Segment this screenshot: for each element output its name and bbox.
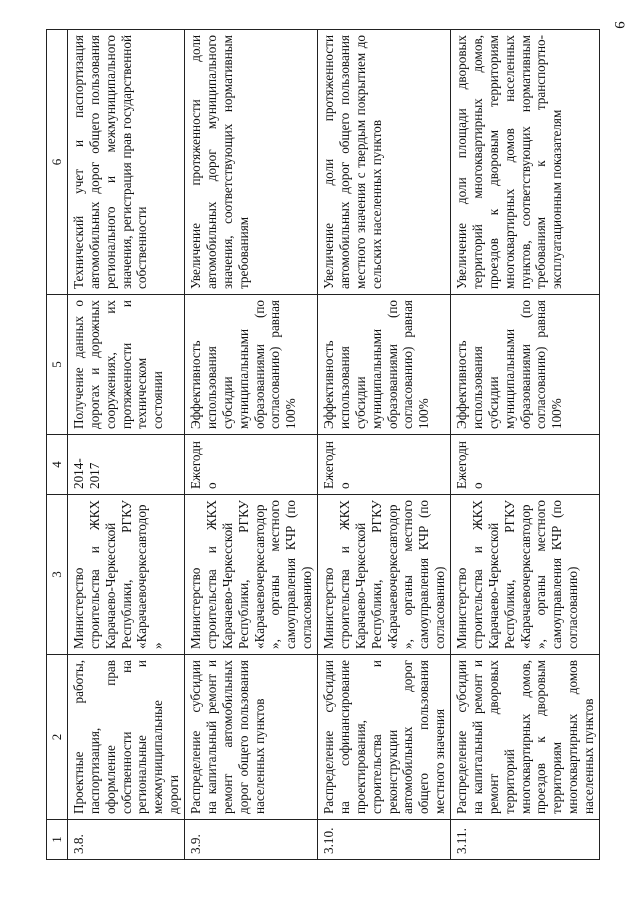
page-number: 9 [611, 21, 627, 29]
result-cell: Технический учет и паспортизация автомобильных дорог общего пользования регионального и межмуниципального значения, регистрация прав государственной собственности [68, 30, 185, 295]
period-cell: Ежегодно [185, 435, 318, 495]
table-header-row [47, 30, 68, 860]
row-number: 3.9. [185, 820, 318, 860]
result-cell: Увеличение протяженности доли автомобильных дорог муниципального значения, соответствующих нормативным требованиям [185, 30, 318, 295]
measures-table [46, 29, 600, 860]
table-row [68, 30, 185, 860]
result-cell: Увеличение доли протяженности автомобильных дорог общего пользования местного значения с твердым покрытием до сельских населенных пунктов [318, 30, 451, 295]
activity-cell: Распределение субсидии на капитальный ремонт и ремонт автомобильных дорог общего пользования населенных пунктов [185, 655, 318, 820]
row-number: 3.10. [318, 820, 451, 860]
executors-cell: Министерство строительства и ЖКХ Карачаево-Черкесской Республики, РГКУ «Карачаевочеркесавтодор», органы местного самоуправления КЧР (по согласованию) [185, 495, 318, 655]
activity-cell: Распределение субсидии на капитальный ремонт и ремонт дворовых территорий многоквартирных домов, проездов к дворовым территориям многоквартирных домов населенных пунктов [451, 655, 600, 820]
header-cell: 5 [47, 295, 68, 435]
row-number: 3.11. [451, 820, 600, 860]
indicator-cell: Эффективность использования субсидии муниципальными образованиями (по согласованию) равная 100% [451, 295, 600, 435]
header-cell: 4 [47, 435, 68, 495]
executors-cell: Министерство строительства и ЖКХ Карачаево-Черкесской Республики, РГКУ «Карачаевочеркесавтодор», органы местного самоуправления КЧР (по согласованию) [318, 495, 451, 655]
executors-cell: Министерство строительства и ЖКХ Карачаево-Черкесской Республики, РГКУ «Карачаевочеркесавтодор», органы местного самоуправления КЧР (по согласованию) [451, 495, 600, 655]
table-row [185, 30, 318, 860]
header-cell: 1 [47, 820, 68, 860]
result-cell: Увеличение доли площади дворовых территорий многоквартирных домов, проездов к дворовым территориям многоквартирных домов населенных пунктов, соответствующих нормативным требованиям к транспортно-эксплуатационным показателям [451, 30, 600, 295]
header-cell: 3 [47, 495, 68, 655]
period-cell: 2014-2017 [68, 435, 185, 495]
indicator-cell: Эффективность использования субсидии муниципальными образованиями (по согласованию) равная 100% [185, 295, 318, 435]
indicator-cell: Эффективность использования субсидии муниципальными образованиями (по согласованию) равная 100% [318, 295, 451, 435]
row-number: 3.8. [68, 820, 185, 860]
executors-cell: Министерство строительства и ЖКХ Карачаево-Черкесской Республики, РГКУ «Карачаевочеркесавтодор» [68, 495, 185, 655]
period-cell: Ежегодно [451, 435, 600, 495]
activity-cell: Распределение субсидии на софинансирование проектирования, строительства и реконструкции автомобильных дорог общего пользования местного значения [318, 655, 451, 820]
period-cell: Ежегодно [318, 435, 451, 495]
header-cell: 2 [47, 655, 68, 820]
table-row [451, 30, 600, 860]
table-row [318, 30, 451, 860]
rotated-table-container [46, 30, 600, 860]
activity-cell: Проектные работы, паспортизация, оформление прав собственности на региональные и межмуниципальные дороги [68, 655, 185, 820]
header-cell: 6 [47, 30, 68, 295]
indicator-cell: Получение данных о дорогах и дорожных сооружениях, их протяженности и техническом состоянии [68, 295, 185, 435]
